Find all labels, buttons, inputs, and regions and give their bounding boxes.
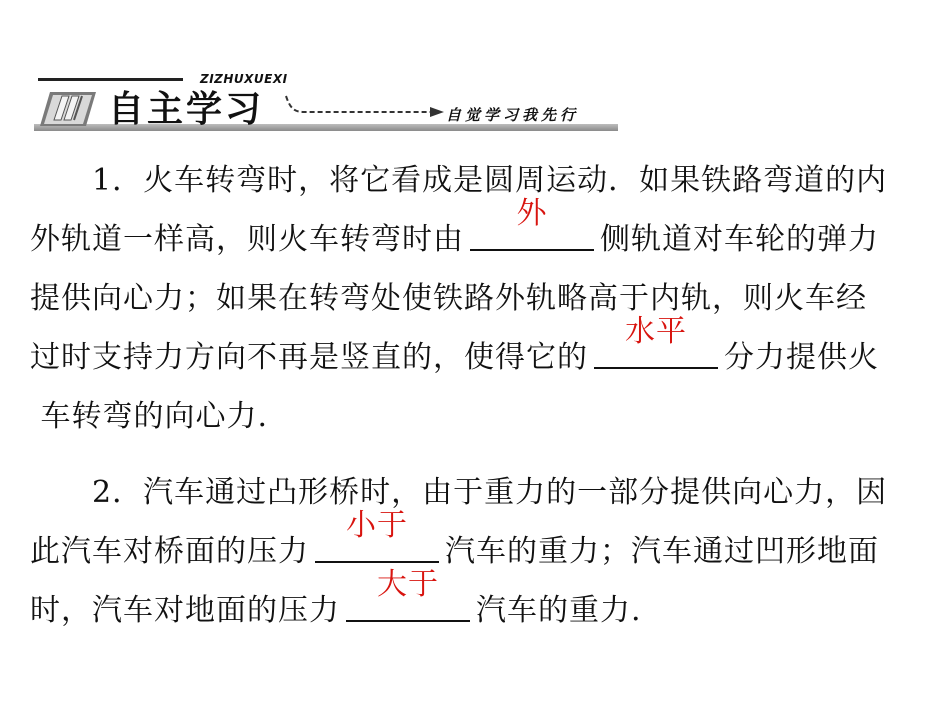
book-icon <box>36 86 100 132</box>
answer-2: 水平 <box>625 314 687 349</box>
q1-line-3: 提供向心力；如果在转弯处使铁路外轨略高于内轨，则火车经 <box>30 281 867 316</box>
q1-line-2-start: 外轨道一样高，则火车转弯时由 <box>30 222 464 257</box>
answer-blank-3 <box>315 508 439 563</box>
answer-3: 小于 <box>346 508 408 543</box>
q1-line-1: 1．火车转弯时，将它看成是圆周运动．如果铁路弯道的内 <box>92 163 888 198</box>
q2-line-3-end: 汽车的重力. <box>476 593 642 628</box>
q1-line-4 <box>30 314 930 387</box>
answer-4: 大于 <box>377 567 439 602</box>
q1-line-2-end: 侧轨道对车轮的弹力 <box>600 222 879 257</box>
q2-line-3-start: 时，汽车对地面的压力 <box>30 593 340 628</box>
q1-line-4-start: 过时支持力方向不再是竖直的，使得它的 <box>30 340 588 375</box>
q2-line-2 <box>30 508 930 581</box>
banner-pinyin: ZIZHUXUEXI <box>200 72 288 86</box>
answer-blank-1 <box>470 196 594 251</box>
q2-line-3 <box>30 567 930 640</box>
q2-line-1: 2．汽车通过凸形桥时，由于重力的一部分提供向心力，因 <box>92 475 888 510</box>
q1-line-4-end: 分力提供火 <box>724 340 879 375</box>
q2-line-2-end: 汽车的重力；汽车通过凹形地面 <box>445 534 879 569</box>
arrow-icon <box>280 94 450 122</box>
answer-blank-2 <box>594 314 718 369</box>
section-banner <box>30 72 620 138</box>
section-slogan: 自觉学习我先行 <box>446 106 580 124</box>
question-2 <box>30 463 930 640</box>
banner-top-rule <box>38 78 183 81</box>
q1-line-5: 车转弯的向心力. <box>30 399 269 434</box>
question-1 <box>30 151 930 446</box>
q1-line-2 <box>30 196 930 269</box>
q2-line-2-start: 此汽车对桥面的压力 <box>30 534 309 569</box>
section-title: 自主学习 <box>108 89 265 130</box>
answer-blank-4 <box>346 567 470 622</box>
answer-1: 外 <box>516 196 548 231</box>
